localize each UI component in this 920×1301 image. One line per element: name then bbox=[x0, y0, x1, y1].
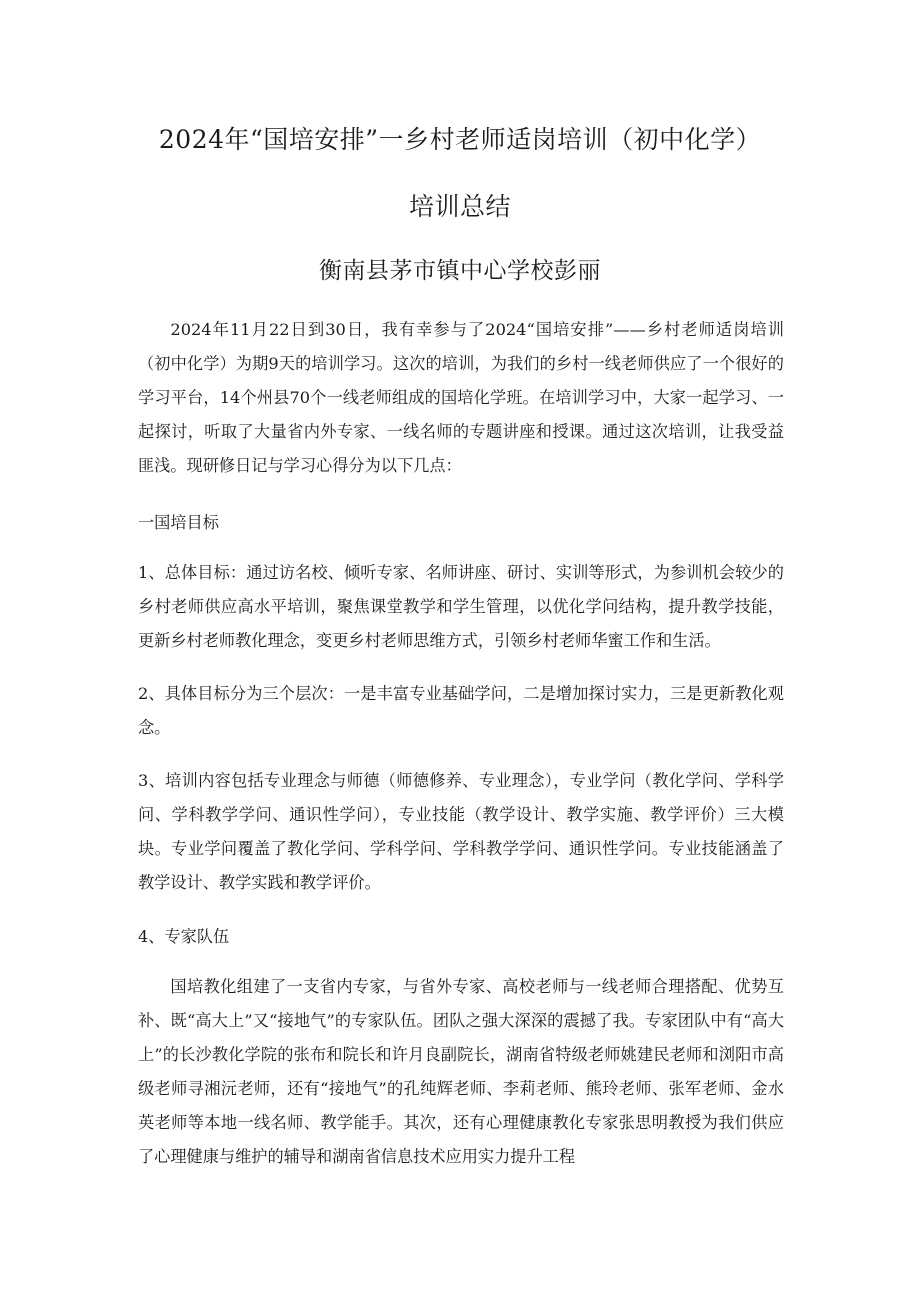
paragraph-intro: 2024年11月22日到30日，我有幸参与了2024“国培安排”——乡村老师适岗培训（初中化学）为期9天的培训学习。这次的培训，为我们的乡村一线老师供应了一个很好的学习平台，14个州县70个一线老师组成的国培化学班。在培训学习中，大家一起学习、一起探讨，听取了大量省内外专家、一线名师的专题讲座和授课。通过这次培训，让我受益匪浅。现研修日记与学习心得分为以下几点： bbox=[138, 320, 784, 475]
paragraph-specific-goals: 2、具体目标分为三个层次：一是丰富专业基础学问，二是增加探讨实力，三是更新教化观念。 bbox=[138, 684, 784, 737]
document-title-line1: 2024年“国培安排”一乡村老师适岗培训（初中化学） bbox=[158, 125, 762, 154]
section-heading-experts: 4、专家队伍 bbox=[138, 927, 230, 946]
paragraph-training-content: 3、培训内容包括专业理念与师德（师德修养、专业理念），专业学问（教化学问、学科学问、学科教学学问、通识性学问），专业技能（教学设计、教学实施、教学评价）三大模块。专业学问覆盖了教化学问、学科学问、学科教学学问、通识性学问。专业技能涵盖了教学设计、教学实践和教学评价。 bbox=[138, 771, 784, 892]
paragraph-expert-team: 国培教化组建了一支省内专家，与省外专家、高校老师与一线老师合理搭配、优势互补、既“高大上”又“接地气”的专家队伍。团队之强大深深的震撼了我。专家团队中有“高大上”的长沙教化学院的张布和院长和许月良副院长，湖南省特级老师姚建民老师和浏阳市高级老师寻湘沅老师，还有“接地气”的孔纯辉老师、李莉老师、熊玲老师、张军老师、金水英老师等本地一线名师、教学能手。其次，还有心理健康教化专家张思明教授为我们供应了心理健康与维护的辅导和湖南省信息技术应用实力提升工程 bbox=[138, 977, 784, 1166]
paragraph-overall-goal: 1、总体目标：通过访名校、倾听专家、名师讲座、研讨、实训等形式，为参训机会较少的乡村老师供应高水平培训，聚焦课堂教学和学生管理，以优化学问结构，提升教学技能，更新乡村老师教化理念，变更乡村老师思维方式，引领乡村老师华蜜工作和生活。 bbox=[138, 563, 784, 650]
section-heading-goals: 一国培目标 bbox=[138, 513, 219, 532]
document-title-line2: 培训总结 bbox=[408, 192, 511, 221]
document-author: 衡南县茅市镇中心学校彭丽 bbox=[319, 258, 601, 284]
